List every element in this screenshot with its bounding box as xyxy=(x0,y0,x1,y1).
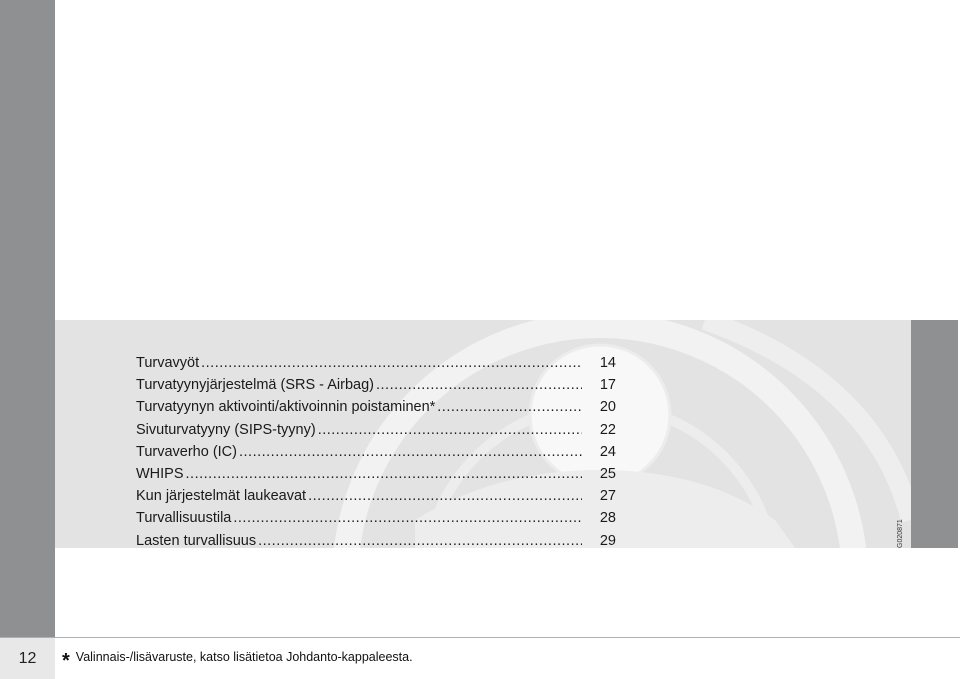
toc-entry-page: 20 xyxy=(599,399,616,416)
page-number: 12 xyxy=(0,638,55,679)
toc-entry-page: 28 xyxy=(599,510,616,527)
toc-entry-title: WHIPS xyxy=(136,465,184,482)
toc-entry-page: 22 xyxy=(599,421,616,438)
toc-entry-page: 17 xyxy=(599,377,616,394)
toc-entry-page: 25 xyxy=(599,465,616,482)
toc-entry[interactable] xyxy=(136,352,616,374)
toc-entry-title: Turvavyöt xyxy=(136,355,200,371)
toc-entry[interactable] xyxy=(136,507,616,529)
toc-leader-dots xyxy=(233,507,582,529)
toc-entry[interactable] xyxy=(136,419,616,441)
toc-entry-title: Turvatyynyjärjestelmä (SRS - Airbag) xyxy=(136,377,374,394)
toc-entry[interactable] xyxy=(136,396,616,418)
toc-leader-dots xyxy=(437,396,582,418)
footer-divider xyxy=(0,637,960,638)
toc-leader-dots xyxy=(376,374,582,396)
table-of-contents xyxy=(136,352,616,552)
toc-entry-title: Lasten turvallisuus xyxy=(136,532,257,549)
image-reference-code: G020871 xyxy=(897,519,904,548)
toc-entry-title: Turvaverho (IC) xyxy=(136,443,237,460)
toc-leader-dots xyxy=(308,485,582,507)
toc-entry[interactable] xyxy=(136,530,616,552)
toc-entry-title: Turvallisuustila xyxy=(136,510,232,527)
toc-entry-page: 27 xyxy=(599,488,616,505)
toc-entry-title: Turvatyynyn aktivointi/aktivoinnin poistaminen* xyxy=(136,399,436,416)
toc-entry-page: 14 xyxy=(599,355,616,371)
toc-leader-dots xyxy=(239,441,582,463)
toc-entry[interactable] xyxy=(136,374,616,396)
toc-entry-title: Kun järjestelmät laukeavat xyxy=(136,488,307,505)
toc-entry[interactable] xyxy=(136,485,616,507)
toc-entry-title: Sivuturvatyyny (SIPS-tyyny) xyxy=(136,421,316,438)
toc-entry[interactable] xyxy=(136,441,616,463)
toc-leader-dots xyxy=(318,419,582,441)
footnote-text: Valinnais-/lisävaruste, katso lisätietoa Johdanto-kappaleesta. xyxy=(75,650,413,664)
footnote xyxy=(62,650,413,673)
toc-entry[interactable] xyxy=(136,463,616,485)
footnote-marker: * xyxy=(62,650,70,672)
toc-leader-dots xyxy=(201,352,582,374)
left-margin-strip xyxy=(0,0,55,679)
chapter-tab-marker xyxy=(911,320,958,548)
toc-leader-dots xyxy=(258,530,582,552)
toc-entry-page: 29 xyxy=(599,532,616,549)
toc-leader-dots xyxy=(186,463,582,485)
toc-entry-page: 24 xyxy=(599,443,616,460)
